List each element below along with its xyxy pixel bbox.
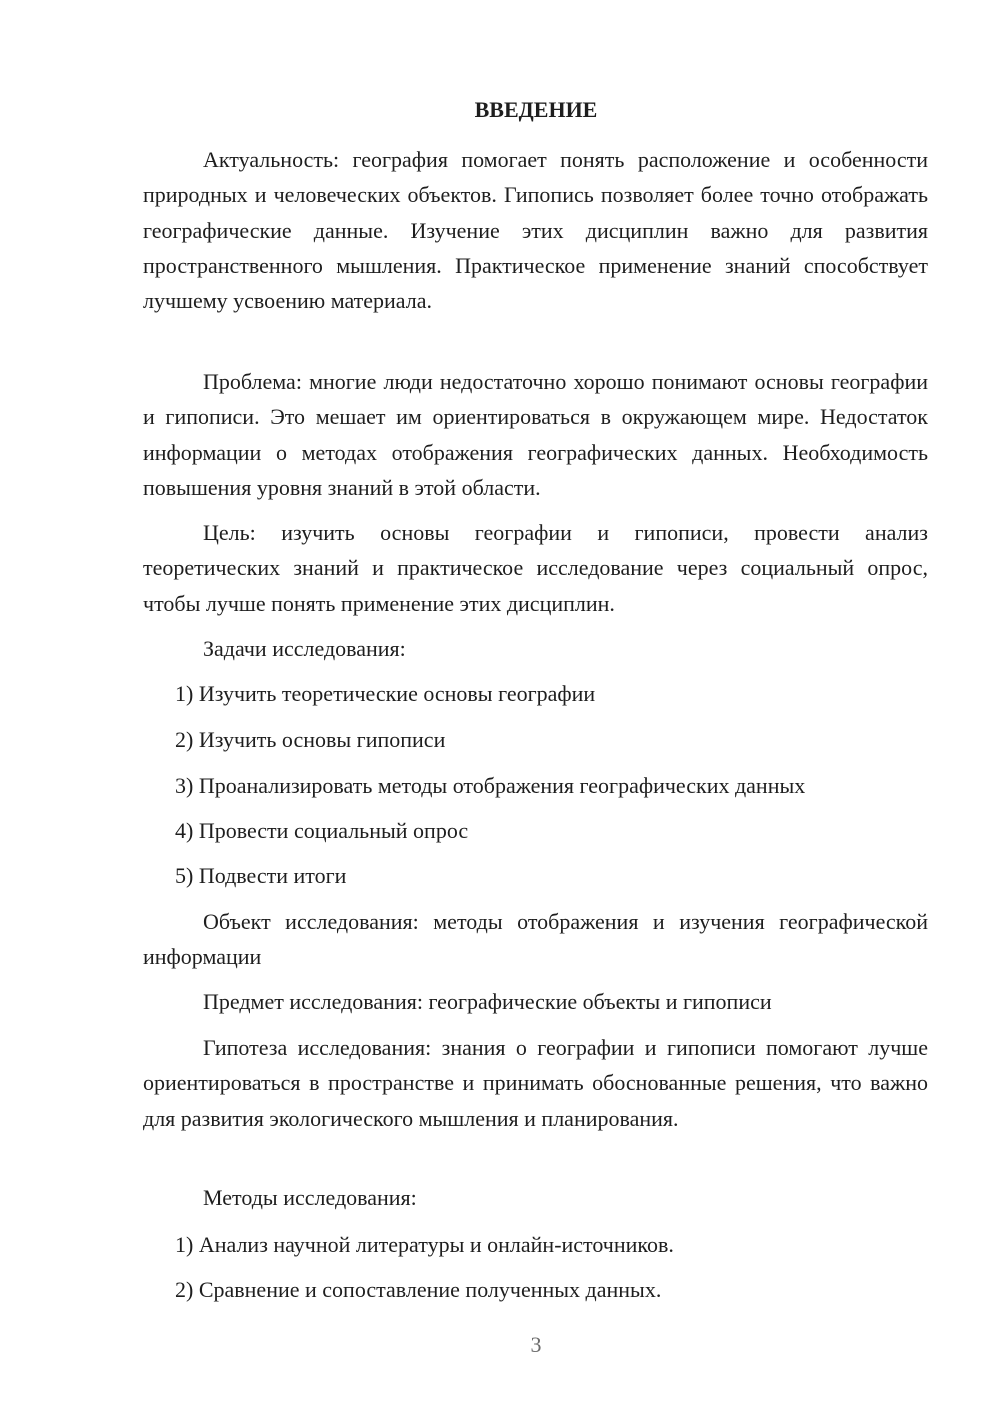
goal-paragraph: Цель: изучить основы географии и гипописи, провести анализ теоретических знаний и практическое исследование через социальный опрос, чтобы лучше понять применение этих дисциплин. — [143, 520, 928, 616]
task-item-1: 1) Изучить теоретические основы географии — [175, 681, 596, 706]
method-item-2: 2) Сравнение и сопоставление полученных данных. — [175, 1277, 662, 1302]
task-item-2: 2) Изучить основы гипописи — [175, 727, 446, 752]
object-paragraph: Объект исследования: методы отображения и изучения географической информации — [143, 909, 928, 970]
task-item-4: 4) Провести социальный опрос — [175, 818, 469, 843]
methods-heading: Методы исследования: — [203, 1185, 417, 1210]
task-item-3: 3) Проанализировать методы отображения географических данных — [175, 773, 806, 798]
task-item-5: 5) Подвести итоги — [175, 863, 347, 888]
relevance-paragraph: Актуальность: география помогает понять расположение и особенности природных и человеческих объектов. Гипопись позволяет более точно отображать географические данные. Изучение этих дисциплин важно для развития пространственного мышления. Практическое применение знаний способствует лучшему усвоению материала. — [143, 147, 928, 314]
page-title: ВВЕДЕНИЕ — [474, 97, 598, 122]
problem-paragraph: Проблема: многие люди недостаточно хорошо понимают основы географии и гипописи. Это мешает им ориентироваться в окружающем мире. Недостаток информации о методах отображения географических данных. Необходимость повышения уровня знаний в этой области. — [143, 369, 928, 500]
method-item-1: 1) Анализ научной литературы и онлайн-источников. — [175, 1232, 674, 1257]
hypothesis-paragraph: Гипотеза исследования: знания о географии и гипописи помогают лучше ориентироваться в пространстве и принимать обоснованные решения, что важно для развития экологического мышления и планирования. — [143, 1035, 928, 1131]
subject-paragraph: Предмет исследования: географические объекты и гипописи — [203, 989, 772, 1014]
page-number: 3 — [530, 1332, 542, 1357]
tasks-heading: Задачи исследования: — [203, 636, 406, 661]
